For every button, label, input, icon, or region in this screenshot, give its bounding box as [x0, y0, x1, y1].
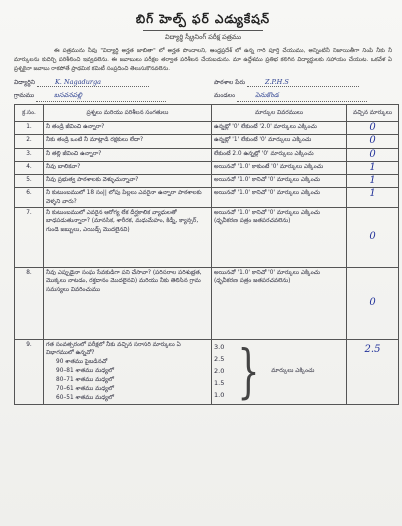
row-number: 8.	[15, 268, 44, 340]
mandal-value: పెనుకొండ	[255, 91, 279, 99]
score-value: 0	[369, 135, 376, 147]
score-value: 1	[369, 161, 376, 173]
school-name-value: Z.P.H.S	[265, 78, 289, 86]
grade-point: 1.5	[214, 379, 225, 388]
question-text: నీకు తండ్రి ఒంటి నీ మాట్లాడి రక్షకులు లేదా?	[44, 135, 212, 148]
row-number: 5.	[15, 175, 44, 188]
question-text: నీ తండ్రి జీవించి ఉన్నారా?	[44, 122, 212, 135]
table-row	[15, 148, 399, 161]
grade-range: 60–51 శాతము మధ్యలో	[56, 394, 114, 401]
table-row	[15, 161, 399, 174]
score-value: 2.5	[364, 344, 381, 356]
student-name-value: K. Nagadurga	[54, 78, 102, 86]
grade-range: 70–61 శాతము మధ్యలో	[56, 385, 114, 392]
grade-points	[214, 341, 224, 401]
marks-rule: అయినచో '1.0' కానిచో '0' మార్కులు ఎక్కించు	[212, 175, 347, 188]
score-cell[interactable]	[347, 122, 399, 135]
title-underline	[143, 30, 263, 31]
student-name-field[interactable]	[14, 78, 149, 87]
score-cell[interactable]	[347, 268, 399, 340]
table-row	[15, 340, 399, 405]
school-name-label: పాఠశాల పేరు	[214, 79, 246, 86]
table-row	[15, 268, 399, 340]
question-text: నీవు ప్రభుత్వ పాఠశాలకు వెళ్ళుచున్నావా?	[44, 175, 212, 188]
row-number: 2.	[15, 135, 44, 148]
marks-rule: ఉన్నట్లో '1' లేకుంటే '0' మార్కులు ఎక్కించు	[212, 135, 347, 148]
marks-rule: మార్కులు ఎక్కించు	[271, 367, 315, 374]
row-number: 9.	[15, 340, 44, 405]
header-question: ప్రశ్నలు మరియు పరిశీలన సంగతులు	[44, 105, 212, 122]
score-cell[interactable]	[347, 148, 399, 161]
row-number: 3.	[15, 148, 44, 161]
score-value: 0	[369, 148, 376, 160]
score-value: 0	[369, 231, 376, 243]
question-cell	[44, 340, 212, 405]
marks-rule: అయినచో '1.0' కానిచో '0' మార్కులు ఎక్కించు (ధృవీకరణ పత్రం జతపరచవలెను)	[212, 268, 347, 340]
score-value: 0	[369, 122, 376, 133]
table-row	[15, 208, 399, 268]
brace-icon: }	[237, 337, 260, 406]
score-cell[interactable]	[347, 175, 399, 188]
grade-point: 3.0	[214, 343, 225, 352]
questions-table	[14, 104, 399, 405]
marks-rule: ఉన్నట్లో '0' లేకుంటే '2.0' మార్కులు ఎక్కించు	[212, 122, 347, 135]
mandal-label: మండలం	[214, 92, 236, 99]
header-serial: క్ర.సం.	[15, 105, 44, 122]
score-value: 1	[369, 188, 376, 200]
question-text: నీ కుటుంబములో 18 సం|| లోపు పిల్లలు ఎవరైనా ఉన్నారా పాఠశాలకు వెళ్ళని వారు?	[44, 188, 212, 208]
score-cell[interactable]	[347, 340, 399, 405]
question-text: నీవు బాలికవా?	[44, 161, 212, 174]
header-marks-details: మార్కుల వివరములు	[212, 105, 347, 122]
school-name-field[interactable]	[214, 78, 359, 87]
table-row	[15, 122, 399, 135]
table-row	[15, 188, 399, 208]
table-header-row	[15, 105, 399, 122]
table-row	[15, 175, 399, 188]
row-number: 1.	[15, 122, 44, 135]
table-row	[15, 135, 399, 148]
score-cell[interactable]	[347, 208, 399, 268]
marks-rule: లేకుంటే 2.0 ఉన్నట్లో '0' మార్కులు ఎక్కించు	[212, 148, 347, 161]
address-value: బసవనపల్లి	[54, 91, 83, 99]
score-cell[interactable]	[347, 135, 399, 148]
score-cell[interactable]	[347, 188, 399, 208]
grade-range: 90–81 శాతము మధ్యలో	[56, 367, 114, 374]
marks-rule: అయినచో '1.0' కాకుంటే '0' మార్కులు ఎక్కించు	[212, 161, 347, 174]
grade-points-block	[214, 337, 344, 406]
row-number: 6.	[15, 188, 44, 208]
form-subtitle: విద్యార్థి స్క్రీనింగ్ పరీక్ష పత్రము	[165, 33, 241, 41]
score-value: 1	[369, 175, 376, 187]
mandal-field[interactable]	[214, 91, 367, 102]
question-text: నీవు ఎప్పుడైనా సంఘ సేవకుడిగా పని చేసావా? (పరిసరాల పరిశుభ్రత, మొక్కలు నాటడం, రక్తదానం మొదలైనవి) మరియు నీకు తెలిసిన గ్రామ సమస్యలు వివరించుము	[44, 268, 212, 340]
marks-rule-cell	[212, 337, 347, 406]
instructions-paragraph: ఈ పత్రమును నీవు "విద్యార్థి అర్హత జాబితా" లో అర్హత పొందాలని, ఆంధ్రప్రదేశ్ లో ఉన్న గారి పూర్తి చేయుము, అన్నింటినీ నిజాయితీగా నింపి నీకు నీ మార్కులను కుదిర్చి పరిశీలించి ఇవ్వవలెను. ఈ జవాబులు పరీక్షల తర్వాత పరిశీలన చేయబడును. మా ఉద్దేశము ప్రతిభ కలిగిన విద్యార్థులకు సహాయం చేయుట. ఒకవేళ ఏ ప్రశ్నకైనా జవాబు రాకపోతే ప్రాథమిక కమిటీ సంప్రదించి తెలుసుకొనవలెను.	[14, 48, 392, 72]
grade-point: 2.5	[214, 355, 225, 364]
score-cell[interactable]	[347, 161, 399, 174]
grade-point: 1.0	[214, 391, 225, 400]
marks-rule: అయినచో '1.0' కానిచో '0' మార్కులు ఎక్కించు	[212, 188, 347, 208]
grade-ranges	[46, 358, 209, 403]
grade-point: 2.0	[214, 367, 225, 376]
form-title: బిగ్ హెల్ప్ ఫర్ ఎడ్యుకేషన్	[135, 12, 271, 26]
question-text: గత సంవత్సరంలో పరీక్షలో నీకు వచ్చిన సరాసరి మార్కులు ఏ విభాగములో ఉన్నవో?	[46, 342, 181, 357]
student-name-label: విద్యార్థిని	[14, 79, 36, 86]
marks-rule: అయినచో '1.0' కానిచో '0' మార్కులు ఎక్కించు (ధృవీకరణ పత్రం జతపరచవలెను)	[212, 208, 347, 268]
grade-range: 90 శాతము పైబడినచో	[56, 358, 108, 365]
address-label: గ్రామము	[14, 92, 35, 99]
score-value: 0	[369, 297, 376, 309]
grade-range: 80–71 శాతము మధ్యలో	[56, 376, 114, 383]
address-field[interactable]	[14, 91, 166, 102]
question-text: నీ కుటుంబములో ఎవరైన ఆరోగ్య లేక దీర్ఘకాలిక వ్యాధులతో బాధపడుతున్నారా? (మానసిక, శారీరక, మధుమేహం, కిడ్నీ, క్యాన్సర్, గుండె జబ్బులు, ఎయిడ్స్ మొదలైనవి)	[44, 208, 212, 268]
question-text: నీ తల్లి జీవించి ఉన్నారా?	[44, 148, 212, 161]
row-number: 4.	[15, 161, 44, 174]
header-score: వచ్చిన మార్కులు	[347, 105, 399, 122]
row-number: 7.	[15, 208, 44, 268]
student-info	[14, 76, 392, 104]
